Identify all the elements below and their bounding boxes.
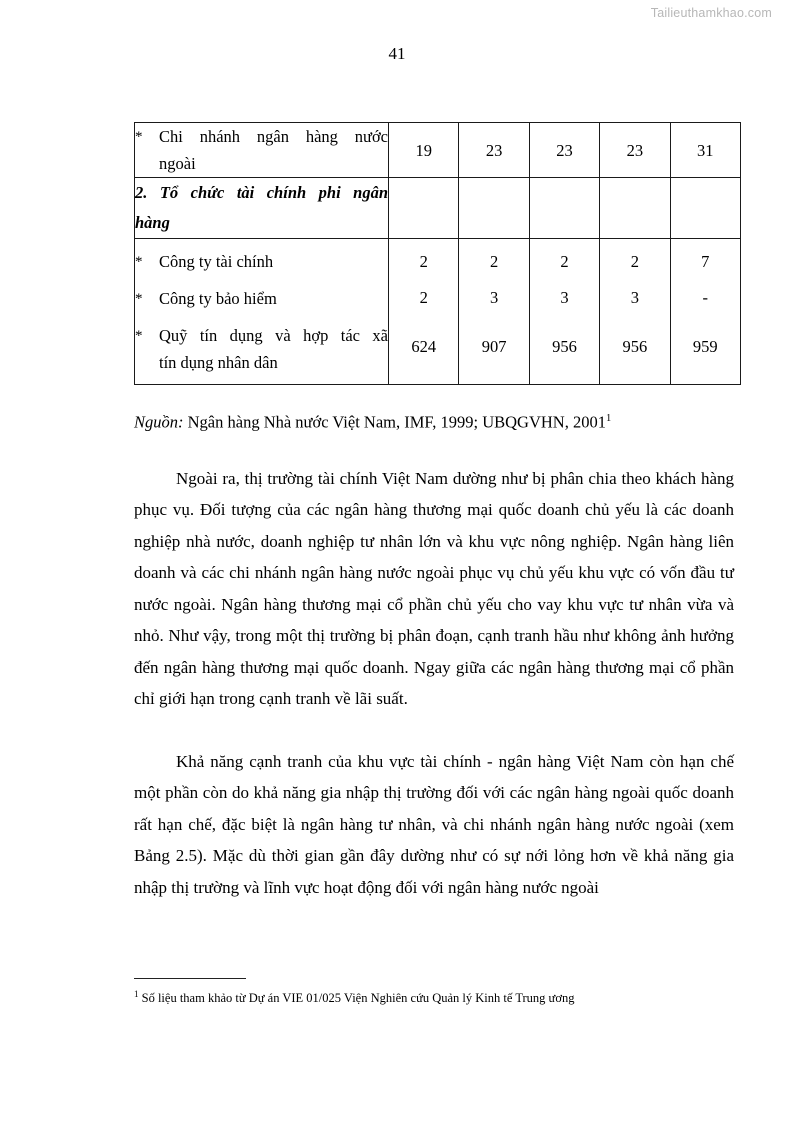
footnote-separator xyxy=(134,978,246,979)
table-cell-value: 23 xyxy=(459,123,529,178)
table-row-label xyxy=(135,178,389,239)
label-line-2: tín dụng nhân dân xyxy=(159,352,278,372)
page-content xyxy=(134,122,734,903)
footnote-body: Số liệu tham khảo từ Dự án VIE 01/025 Viện Nghiên cứu Quản lý Kinh tế Trung ương xyxy=(138,991,575,1006)
table-cell-value: 2 xyxy=(419,252,428,271)
table-cell-value: 956 xyxy=(552,337,577,356)
table-cell-value-group xyxy=(529,239,599,385)
table-cell-value: 31 xyxy=(670,123,740,178)
table-cell-value: 19 xyxy=(389,123,459,178)
watermark-text: Tailieuthamkhao.com xyxy=(650,6,772,20)
table-cell-value: 624 xyxy=(411,337,437,356)
table-cell-value xyxy=(670,178,740,239)
table-subrow xyxy=(135,285,388,313)
asterisk-bullet-icon: * xyxy=(135,327,143,344)
table-cell-value: 2 xyxy=(489,252,499,271)
table-row-label-group xyxy=(135,239,389,385)
table-cell-value: 3 xyxy=(489,288,499,307)
source-footnote-marker: 1 xyxy=(605,413,612,424)
table-row-label xyxy=(135,123,389,178)
table-cell-value: 7 xyxy=(701,252,710,271)
table-cell-value-group xyxy=(459,239,529,385)
asterisk-bullet-icon: * xyxy=(135,129,143,145)
table-cell-value: 907 xyxy=(481,337,507,356)
table-cell-value: 3 xyxy=(630,288,639,307)
label-line-1: Chi nhánh ngân hàng nước xyxy=(159,127,388,146)
table-cell-value xyxy=(459,178,529,239)
asterisk-bullet-icon: * xyxy=(135,290,143,307)
table-cell-value: 23 xyxy=(600,123,670,178)
label-line-2: ngoài xyxy=(159,154,196,173)
table-cell-value: 2 xyxy=(560,252,569,271)
table-row-label-text: Công ty tài chính xyxy=(159,251,274,271)
source-text: Ngân hàng Nhà nước Việt Nam, IMF, 1999; UBQGVHN, 2001 xyxy=(183,412,606,432)
table-cell-value: - xyxy=(702,288,708,307)
table-cell-value: 23 xyxy=(529,123,599,178)
body-paragraph-1: Ngoài ra, thị trường tài chính Việt Nam dường như bị phân chia theo khách hàng phục vụ. Đối tượng của các ngân hàng thương mại quốc doanh chủ yếu là các doanh nghiệp nhà nước, doanh nghiệp tư nhân lớn và khu vực nông nghiệp. Ngân hàng liên doanh và các chi nhánh ngân hàng nước ngoài phục vụ chủ yếu khu vực có vốn đầu tư nước ngoài. Ngân hàng thương mại cổ phần chủ yếu cho vay khu vực tư nhân vừa và nhỏ. Như vậy, trong một thị trường bị phân đoạn, cạnh tranh hầu như không ảnh hưởng đến ngân hàng thương mại quốc doanh. Ngay giữa các ngân hàng thương mại cổ phần chỉ giới hạn trong cạnh tranh về lãi suất. xyxy=(134,468,734,708)
table-row-section-header xyxy=(135,178,741,239)
table-cell-value-group xyxy=(670,239,740,385)
statistics-table xyxy=(134,122,741,385)
table-row-label-text xyxy=(159,322,388,376)
table-cell-value-group xyxy=(600,239,670,385)
table-cell-value: 3 xyxy=(560,288,569,307)
label-line-2: hàng xyxy=(135,213,170,232)
footnote-marker: 1 xyxy=(134,989,139,999)
footnote-area xyxy=(134,978,734,1007)
table-subrow xyxy=(135,322,388,376)
table-row-group xyxy=(135,239,741,385)
table-cell-value: 2 xyxy=(630,252,639,271)
table-cell-value: 956 xyxy=(622,337,648,356)
label-line-1: 2. Tổ chức tài chính phi ngân xyxy=(135,183,388,202)
table-subrow xyxy=(135,248,388,276)
table-row-label-text xyxy=(159,123,388,177)
page-number: 41 xyxy=(388,44,406,63)
label-line-1: Quỹ tín dụng và hợp tác xã xyxy=(159,325,388,345)
section-heading-text xyxy=(135,178,388,238)
table-cell-value: 959 xyxy=(692,337,718,356)
table-cell-value-group xyxy=(389,239,459,385)
footnote-text xyxy=(134,986,734,1007)
table-row xyxy=(135,123,741,178)
table-cell-value xyxy=(529,178,599,239)
table-row-label-text: Công ty bảo hiểm xyxy=(159,288,277,308)
table-cell-value xyxy=(389,178,459,239)
table-cell-value xyxy=(600,178,670,239)
asterisk-bullet-icon: * xyxy=(135,253,143,270)
table-cell-value: 2 xyxy=(419,288,428,307)
body-paragraph-2: Khả năng cạnh tranh của khu vực tài chính - ngân hàng Việt Nam còn hạn chế một phần còn do khả năng gia nhập thị trường đối với các ngân hàng ngoài quốc doanh rất hạn chế, đặc biệt là ngân hàng tư nhân, và chi nhánh ngân hàng nước ngoài (xem Bảng 2.5). Mặc dù thời gian gần đây dường như có sự nới lỏng hơn về khả năng gia nhập thị trường và lĩnh vực hoạt động đối với ngân hàng nước ngoài xyxy=(134,751,734,897)
source-label: Nguồn: xyxy=(134,412,184,432)
table-source-caption xyxy=(134,407,734,435)
